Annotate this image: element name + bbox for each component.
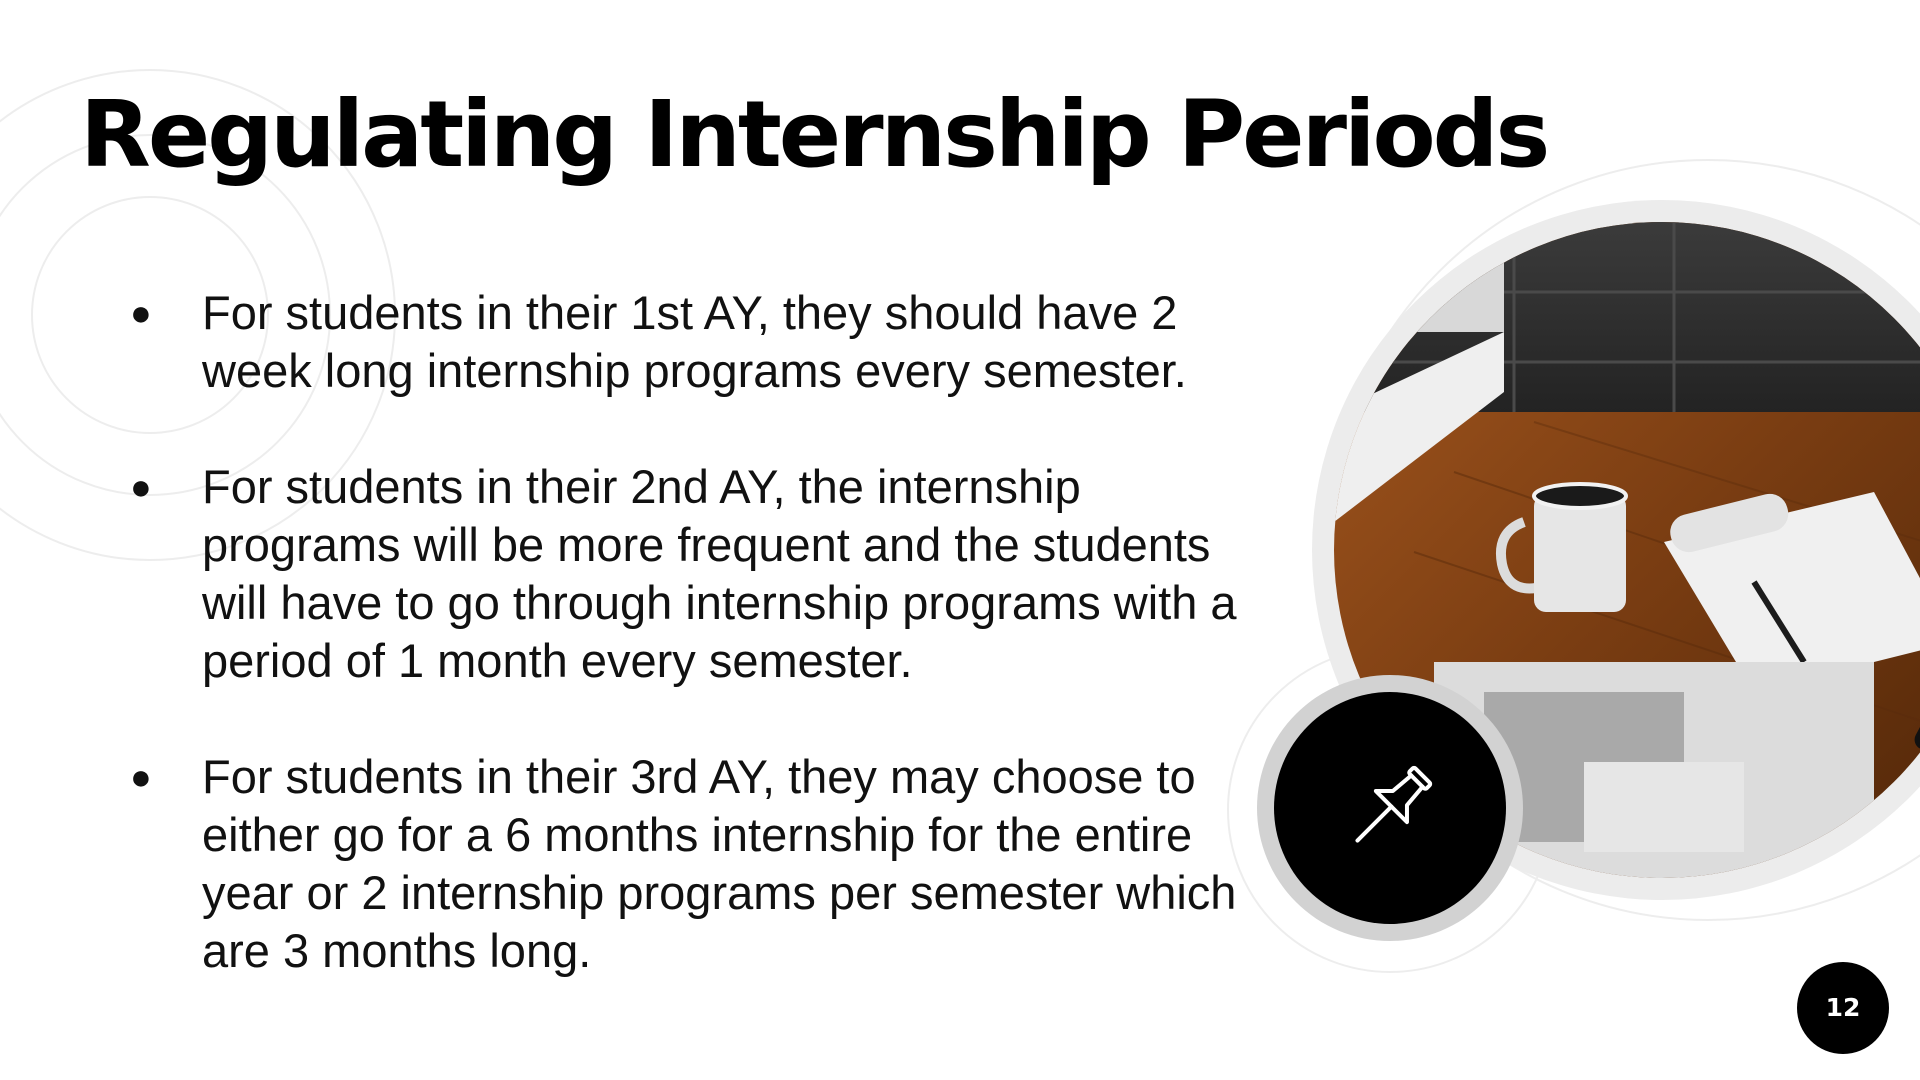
page-number: 12 [1797,962,1889,1054]
bullet-item [126,748,1256,980]
bullet-list [126,284,1256,980]
bullet-text: For students in their 3rd AY, they may choose to either go for a 6 months internship for the entire year or 2 internship programs per semester which are 3 months long. [202,750,1237,977]
pushpin-icon [1340,758,1440,858]
bullet-dot: ● [130,756,152,797]
bullet-text: For students in their 1st AY, they should have 2 week long internship programs every semester. [202,286,1187,397]
bullet-item [126,284,1256,400]
bullet-item [126,458,1256,690]
bullet-dot: ● [130,292,152,333]
bullet-dot: ● [130,466,152,507]
bullet-text: For students in their 2nd AY, the internship programs will be more frequent and the students will have to go through internship programs with a period of 1 month every semester. [202,460,1237,687]
slide-title: Regulating Internship Periods [80,81,1548,188]
